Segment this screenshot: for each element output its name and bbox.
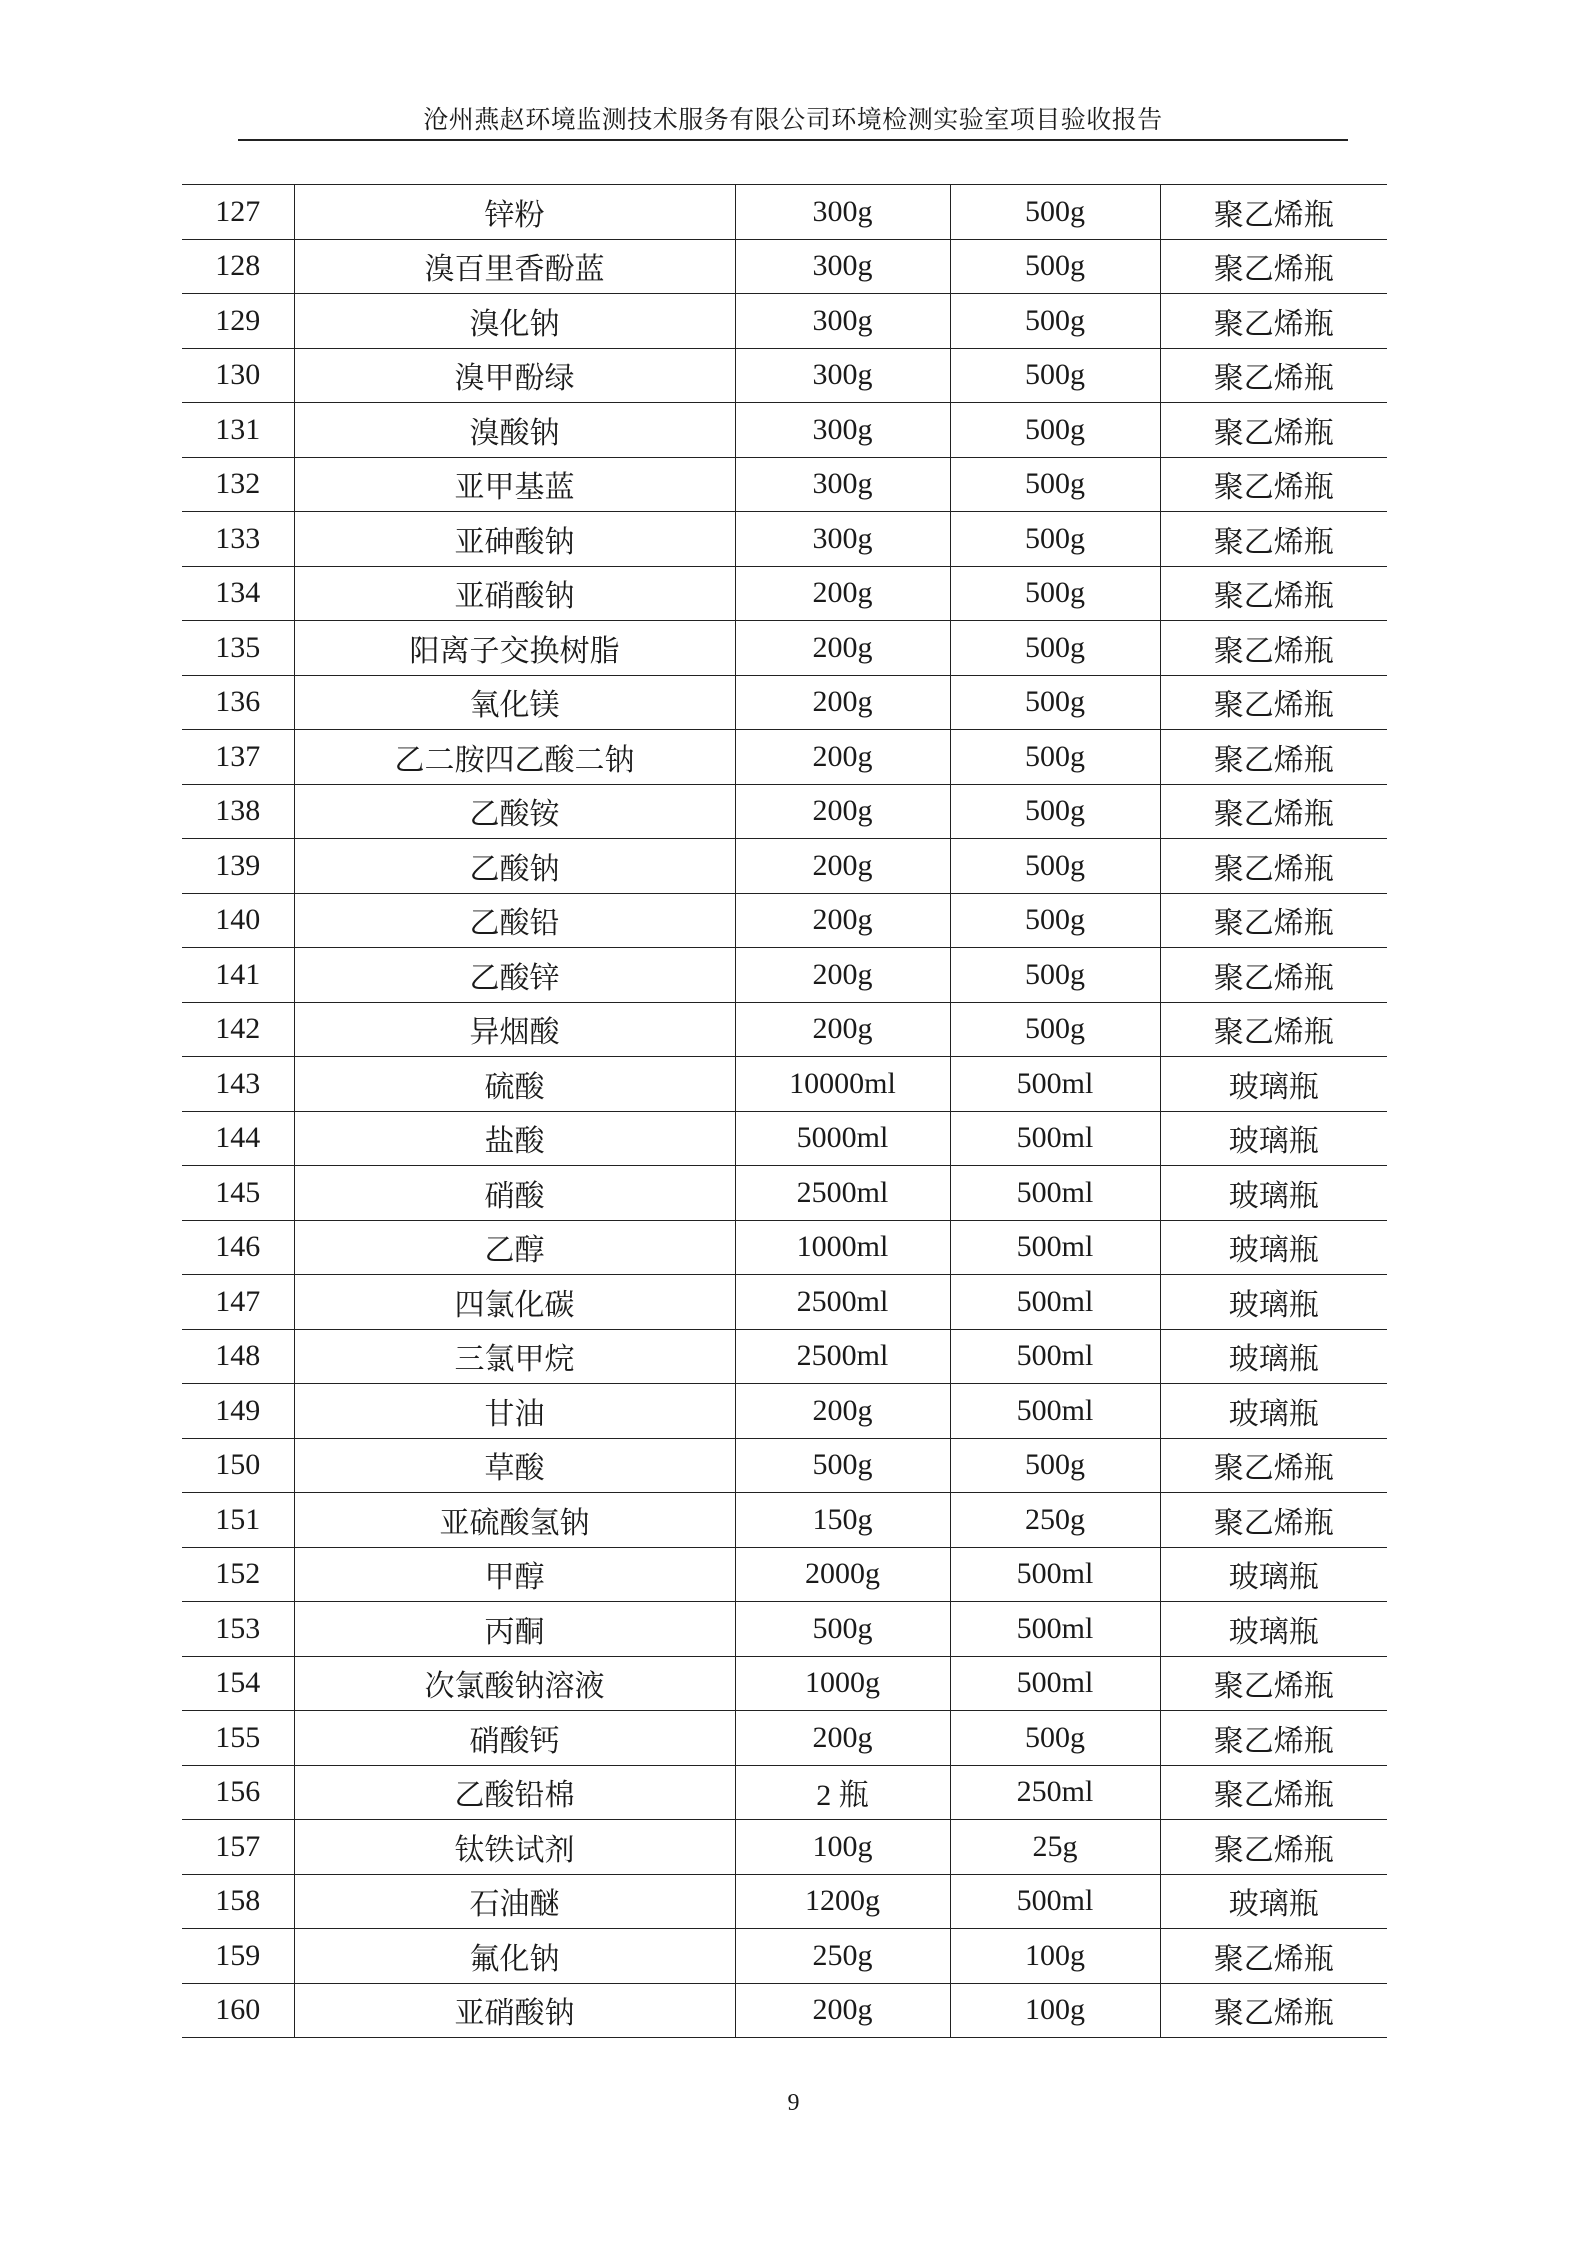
container-type-cell: 玻璃瓶 bbox=[1160, 1547, 1387, 1602]
package-size-cell: 500ml bbox=[950, 1275, 1160, 1330]
package-size-cell: 500ml bbox=[950, 1166, 1160, 1221]
row-number-cell: 142 bbox=[182, 1002, 294, 1057]
table-row bbox=[182, 1711, 1387, 1766]
package-size-cell: 25g bbox=[950, 1820, 1160, 1875]
row-number-cell: 152 bbox=[182, 1547, 294, 1602]
table-row bbox=[182, 839, 1387, 894]
reagent-name-cell: 钛铁试剂 bbox=[294, 1820, 735, 1875]
package-size-cell: 500ml bbox=[950, 1329, 1160, 1384]
package-size-cell: 500g bbox=[950, 784, 1160, 839]
package-size-cell: 500ml bbox=[950, 1547, 1160, 1602]
row-number-cell: 134 bbox=[182, 566, 294, 621]
package-size-cell: 500g bbox=[950, 1002, 1160, 1057]
stock-quantity-cell: 2 瓶 bbox=[735, 1765, 950, 1820]
row-number-cell: 133 bbox=[182, 512, 294, 567]
row-number-cell: 145 bbox=[182, 1166, 294, 1221]
container-type-cell: 聚乙烯瓶 bbox=[1160, 839, 1387, 894]
container-type-cell: 聚乙烯瓶 bbox=[1160, 1983, 1387, 2038]
package-size-cell: 500ml bbox=[950, 1220, 1160, 1275]
container-type-cell: 玻璃瓶 bbox=[1160, 1329, 1387, 1384]
table-row bbox=[182, 185, 1387, 240]
table-row bbox=[182, 457, 1387, 512]
row-number-cell: 137 bbox=[182, 730, 294, 785]
container-type-cell: 玻璃瓶 bbox=[1160, 1602, 1387, 1657]
table-row bbox=[182, 1384, 1387, 1439]
container-type-cell: 聚乙烯瓶 bbox=[1160, 1438, 1387, 1493]
stock-quantity-cell: 300g bbox=[735, 348, 950, 403]
package-size-cell: 500g bbox=[950, 730, 1160, 785]
row-number-cell: 149 bbox=[182, 1384, 294, 1439]
stock-quantity-cell: 10000ml bbox=[735, 1057, 950, 1112]
package-size-cell: 500ml bbox=[950, 1656, 1160, 1711]
table-row bbox=[182, 1602, 1387, 1657]
stock-quantity-cell: 2500ml bbox=[735, 1329, 950, 1384]
package-size-cell: 500g bbox=[950, 403, 1160, 458]
row-number-cell: 148 bbox=[182, 1329, 294, 1384]
table-row bbox=[182, 1547, 1387, 1602]
table-row bbox=[182, 893, 1387, 948]
table-row bbox=[182, 1820, 1387, 1875]
reagent-name-cell: 硝酸钙 bbox=[294, 1711, 735, 1766]
reagent-name-cell: 氧化镁 bbox=[294, 675, 735, 730]
stock-quantity-cell: 200g bbox=[735, 566, 950, 621]
container-type-cell: 聚乙烯瓶 bbox=[1160, 621, 1387, 676]
package-size-cell: 500g bbox=[950, 1711, 1160, 1766]
stock-quantity-cell: 2000g bbox=[735, 1547, 950, 1602]
row-number-cell: 157 bbox=[182, 1820, 294, 1875]
package-size-cell: 500ml bbox=[950, 1111, 1160, 1166]
container-type-cell: 聚乙烯瓶 bbox=[1160, 294, 1387, 349]
reagent-name-cell: 亚甲基蓝 bbox=[294, 457, 735, 512]
table-row bbox=[182, 1329, 1387, 1384]
stock-quantity-cell: 300g bbox=[735, 457, 950, 512]
reagent-name-cell: 甘油 bbox=[294, 1384, 735, 1439]
row-number-cell: 129 bbox=[182, 294, 294, 349]
container-type-cell: 聚乙烯瓶 bbox=[1160, 1820, 1387, 1875]
package-size-cell: 500g bbox=[950, 1438, 1160, 1493]
container-type-cell: 聚乙烯瓶 bbox=[1160, 348, 1387, 403]
table-row bbox=[182, 1166, 1387, 1221]
container-type-cell: 聚乙烯瓶 bbox=[1160, 893, 1387, 948]
container-type-cell: 聚乙烯瓶 bbox=[1160, 1765, 1387, 1820]
row-number-cell: 140 bbox=[182, 893, 294, 948]
container-type-cell: 玻璃瓶 bbox=[1160, 1275, 1387, 1330]
package-size-cell: 500g bbox=[950, 348, 1160, 403]
table-row bbox=[182, 948, 1387, 1003]
row-number-cell: 151 bbox=[182, 1493, 294, 1548]
table-row bbox=[182, 403, 1387, 458]
package-size-cell: 500g bbox=[950, 675, 1160, 730]
container-type-cell: 聚乙烯瓶 bbox=[1160, 784, 1387, 839]
stock-quantity-cell: 200g bbox=[735, 1983, 950, 2038]
container-type-cell: 聚乙烯瓶 bbox=[1160, 675, 1387, 730]
package-size-cell: 500g bbox=[950, 185, 1160, 240]
container-type-cell: 聚乙烯瓶 bbox=[1160, 730, 1387, 785]
package-size-cell: 500g bbox=[950, 948, 1160, 1003]
reagent-name-cell: 锌粉 bbox=[294, 185, 735, 240]
row-number-cell: 141 bbox=[182, 948, 294, 1003]
reagent-name-cell: 溴甲酚绿 bbox=[294, 348, 735, 403]
stock-quantity-cell: 200g bbox=[735, 621, 950, 676]
stock-quantity-cell: 200g bbox=[735, 839, 950, 894]
row-number-cell: 128 bbox=[182, 239, 294, 294]
stock-quantity-cell: 200g bbox=[735, 730, 950, 785]
table-row bbox=[182, 675, 1387, 730]
container-type-cell: 玻璃瓶 bbox=[1160, 1166, 1387, 1221]
row-number-cell: 154 bbox=[182, 1656, 294, 1711]
reagent-inventory-table bbox=[182, 184, 1387, 2038]
table-row bbox=[182, 1220, 1387, 1275]
row-number-cell: 155 bbox=[182, 1711, 294, 1766]
reagent-name-cell: 盐酸 bbox=[294, 1111, 735, 1166]
reagent-name-cell: 四氯化碳 bbox=[294, 1275, 735, 1330]
reagent-name-cell: 溴百里香酚蓝 bbox=[294, 239, 735, 294]
package-size-cell: 500g bbox=[950, 839, 1160, 894]
reagent-name-cell: 溴酸钠 bbox=[294, 403, 735, 458]
container-type-cell: 聚乙烯瓶 bbox=[1160, 239, 1387, 294]
header-divider bbox=[238, 139, 1348, 141]
package-size-cell: 100g bbox=[950, 1983, 1160, 2038]
package-size-cell: 500ml bbox=[950, 1057, 1160, 1112]
row-number-cell: 135 bbox=[182, 621, 294, 676]
page-number: 9 bbox=[787, 2090, 800, 2116]
container-type-cell: 聚乙烯瓶 bbox=[1160, 566, 1387, 621]
table-row bbox=[182, 1765, 1387, 1820]
reagent-name-cell: 草酸 bbox=[294, 1438, 735, 1493]
stock-quantity-cell: 100g bbox=[735, 1820, 950, 1875]
package-size-cell: 500ml bbox=[950, 1874, 1160, 1929]
container-type-cell: 聚乙烯瓶 bbox=[1160, 1711, 1387, 1766]
reagent-name-cell: 亚砷酸钠 bbox=[294, 512, 735, 567]
container-type-cell: 聚乙烯瓶 bbox=[1160, 403, 1387, 458]
stock-quantity-cell: 5000ml bbox=[735, 1111, 950, 1166]
package-size-cell: 250ml bbox=[950, 1765, 1160, 1820]
reagent-name-cell: 甲醇 bbox=[294, 1547, 735, 1602]
stock-quantity-cell: 150g bbox=[735, 1493, 950, 1548]
reagent-name-cell: 亚硝酸钠 bbox=[294, 566, 735, 621]
stock-quantity-cell: 2500ml bbox=[735, 1275, 950, 1330]
table-row bbox=[182, 348, 1387, 403]
stock-quantity-cell: 2500ml bbox=[735, 1166, 950, 1221]
row-number-cell: 139 bbox=[182, 839, 294, 894]
table-row bbox=[182, 1438, 1387, 1493]
stock-quantity-cell: 300g bbox=[735, 294, 950, 349]
stock-quantity-cell: 1200g bbox=[735, 1874, 950, 1929]
row-number-cell: 138 bbox=[182, 784, 294, 839]
reagent-name-cell: 石油醚 bbox=[294, 1874, 735, 1929]
row-number-cell: 130 bbox=[182, 348, 294, 403]
table-row bbox=[182, 730, 1387, 785]
reagent-name-cell: 乙酸铅棉 bbox=[294, 1765, 735, 1820]
row-number-cell: 159 bbox=[182, 1929, 294, 1984]
reagent-name-cell: 亚硝酸钠 bbox=[294, 1983, 735, 2038]
container-type-cell: 聚乙烯瓶 bbox=[1160, 1929, 1387, 1984]
table-row bbox=[182, 294, 1387, 349]
container-type-cell: 玻璃瓶 bbox=[1160, 1057, 1387, 1112]
reagent-name-cell: 硝酸 bbox=[294, 1166, 735, 1221]
stock-quantity-cell: 250g bbox=[735, 1929, 950, 1984]
package-size-cell: 500g bbox=[950, 566, 1160, 621]
container-type-cell: 聚乙烯瓶 bbox=[1160, 948, 1387, 1003]
container-type-cell: 聚乙烯瓶 bbox=[1160, 185, 1387, 240]
stock-quantity-cell: 200g bbox=[735, 1384, 950, 1439]
row-number-cell: 160 bbox=[182, 1983, 294, 2038]
reagent-name-cell: 溴化钠 bbox=[294, 294, 735, 349]
row-number-cell: 136 bbox=[182, 675, 294, 730]
table-row bbox=[182, 1002, 1387, 1057]
container-type-cell: 聚乙烯瓶 bbox=[1160, 1656, 1387, 1711]
stock-quantity-cell: 200g bbox=[735, 1002, 950, 1057]
stock-quantity-cell: 1000ml bbox=[735, 1220, 950, 1275]
reagent-name-cell: 乙醇 bbox=[294, 1220, 735, 1275]
container-type-cell: 玻璃瓶 bbox=[1160, 1384, 1387, 1439]
reagent-name-cell: 乙酸铅 bbox=[294, 893, 735, 948]
row-number-cell: 143 bbox=[182, 1057, 294, 1112]
stock-quantity-cell: 200g bbox=[735, 675, 950, 730]
reagent-name-cell: 乙酸铵 bbox=[294, 784, 735, 839]
container-type-cell: 玻璃瓶 bbox=[1160, 1220, 1387, 1275]
package-size-cell: 500g bbox=[950, 457, 1160, 512]
container-type-cell: 聚乙烯瓶 bbox=[1160, 1493, 1387, 1548]
row-number-cell: 150 bbox=[182, 1438, 294, 1493]
stock-quantity-cell: 200g bbox=[735, 948, 950, 1003]
inventory-table-container bbox=[182, 184, 1387, 2038]
reagent-name-cell: 三氯甲烷 bbox=[294, 1329, 735, 1384]
package-size-cell: 500ml bbox=[950, 1384, 1160, 1439]
stock-quantity-cell: 1000g bbox=[735, 1656, 950, 1711]
table-row bbox=[182, 566, 1387, 621]
stock-quantity-cell: 500g bbox=[735, 1602, 950, 1657]
reagent-name-cell: 乙酸钠 bbox=[294, 839, 735, 894]
row-number-cell: 127 bbox=[182, 185, 294, 240]
package-size-cell: 500g bbox=[950, 512, 1160, 567]
row-number-cell: 158 bbox=[182, 1874, 294, 1929]
stock-quantity-cell: 200g bbox=[735, 784, 950, 839]
row-number-cell: 153 bbox=[182, 1602, 294, 1657]
package-size-cell: 500g bbox=[950, 621, 1160, 676]
reagent-name-cell: 乙酸锌 bbox=[294, 948, 735, 1003]
stock-quantity-cell: 300g bbox=[735, 185, 950, 240]
container-type-cell: 聚乙烯瓶 bbox=[1160, 512, 1387, 567]
row-number-cell: 132 bbox=[182, 457, 294, 512]
table-row bbox=[182, 1656, 1387, 1711]
table-row bbox=[182, 1111, 1387, 1166]
stock-quantity-cell: 300g bbox=[735, 239, 950, 294]
container-type-cell: 玻璃瓶 bbox=[1160, 1874, 1387, 1929]
package-size-cell: 250g bbox=[950, 1493, 1160, 1548]
table-row bbox=[182, 1874, 1387, 1929]
table-row bbox=[182, 1983, 1387, 2038]
reagent-name-cell: 异烟酸 bbox=[294, 1002, 735, 1057]
row-number-cell: 144 bbox=[182, 1111, 294, 1166]
reagent-name-cell: 阳离子交换树脂 bbox=[294, 621, 735, 676]
stock-quantity-cell: 300g bbox=[735, 403, 950, 458]
reagent-name-cell: 亚硫酸氢钠 bbox=[294, 1493, 735, 1548]
row-number-cell: 156 bbox=[182, 1765, 294, 1820]
reagent-name-cell: 次氯酸钠溶液 bbox=[294, 1656, 735, 1711]
container-type-cell: 聚乙烯瓶 bbox=[1160, 1002, 1387, 1057]
table-row bbox=[182, 1493, 1387, 1548]
reagent-name-cell: 丙酮 bbox=[294, 1602, 735, 1657]
table-row bbox=[182, 784, 1387, 839]
table-row bbox=[182, 1275, 1387, 1330]
table-row bbox=[182, 1057, 1387, 1112]
reagent-name-cell: 氟化钠 bbox=[294, 1929, 735, 1984]
table-row bbox=[182, 512, 1387, 567]
reagent-name-cell: 硫酸 bbox=[294, 1057, 735, 1112]
stock-quantity-cell: 500g bbox=[735, 1438, 950, 1493]
table-row bbox=[182, 621, 1387, 676]
stock-quantity-cell: 200g bbox=[735, 893, 950, 948]
package-size-cell: 500g bbox=[950, 239, 1160, 294]
package-size-cell: 500ml bbox=[950, 1602, 1160, 1657]
package-size-cell: 100g bbox=[950, 1929, 1160, 1984]
reagent-name-cell: 乙二胺四乙酸二钠 bbox=[294, 730, 735, 785]
row-number-cell: 146 bbox=[182, 1220, 294, 1275]
row-number-cell: 131 bbox=[182, 403, 294, 458]
table-body bbox=[182, 185, 1387, 2038]
container-type-cell: 玻璃瓶 bbox=[1160, 1111, 1387, 1166]
stock-quantity-cell: 300g bbox=[735, 512, 950, 567]
package-size-cell: 500g bbox=[950, 893, 1160, 948]
page-header-title: 沧州燕赵环境监测技术服务有限公司环境检测实验室项目验收报告 bbox=[423, 107, 1163, 134]
row-number-cell: 147 bbox=[182, 1275, 294, 1330]
package-size-cell: 500g bbox=[950, 294, 1160, 349]
stock-quantity-cell: 200g bbox=[735, 1711, 950, 1766]
table-row bbox=[182, 239, 1387, 294]
container-type-cell: 聚乙烯瓶 bbox=[1160, 457, 1387, 512]
table-row bbox=[182, 1929, 1387, 1984]
